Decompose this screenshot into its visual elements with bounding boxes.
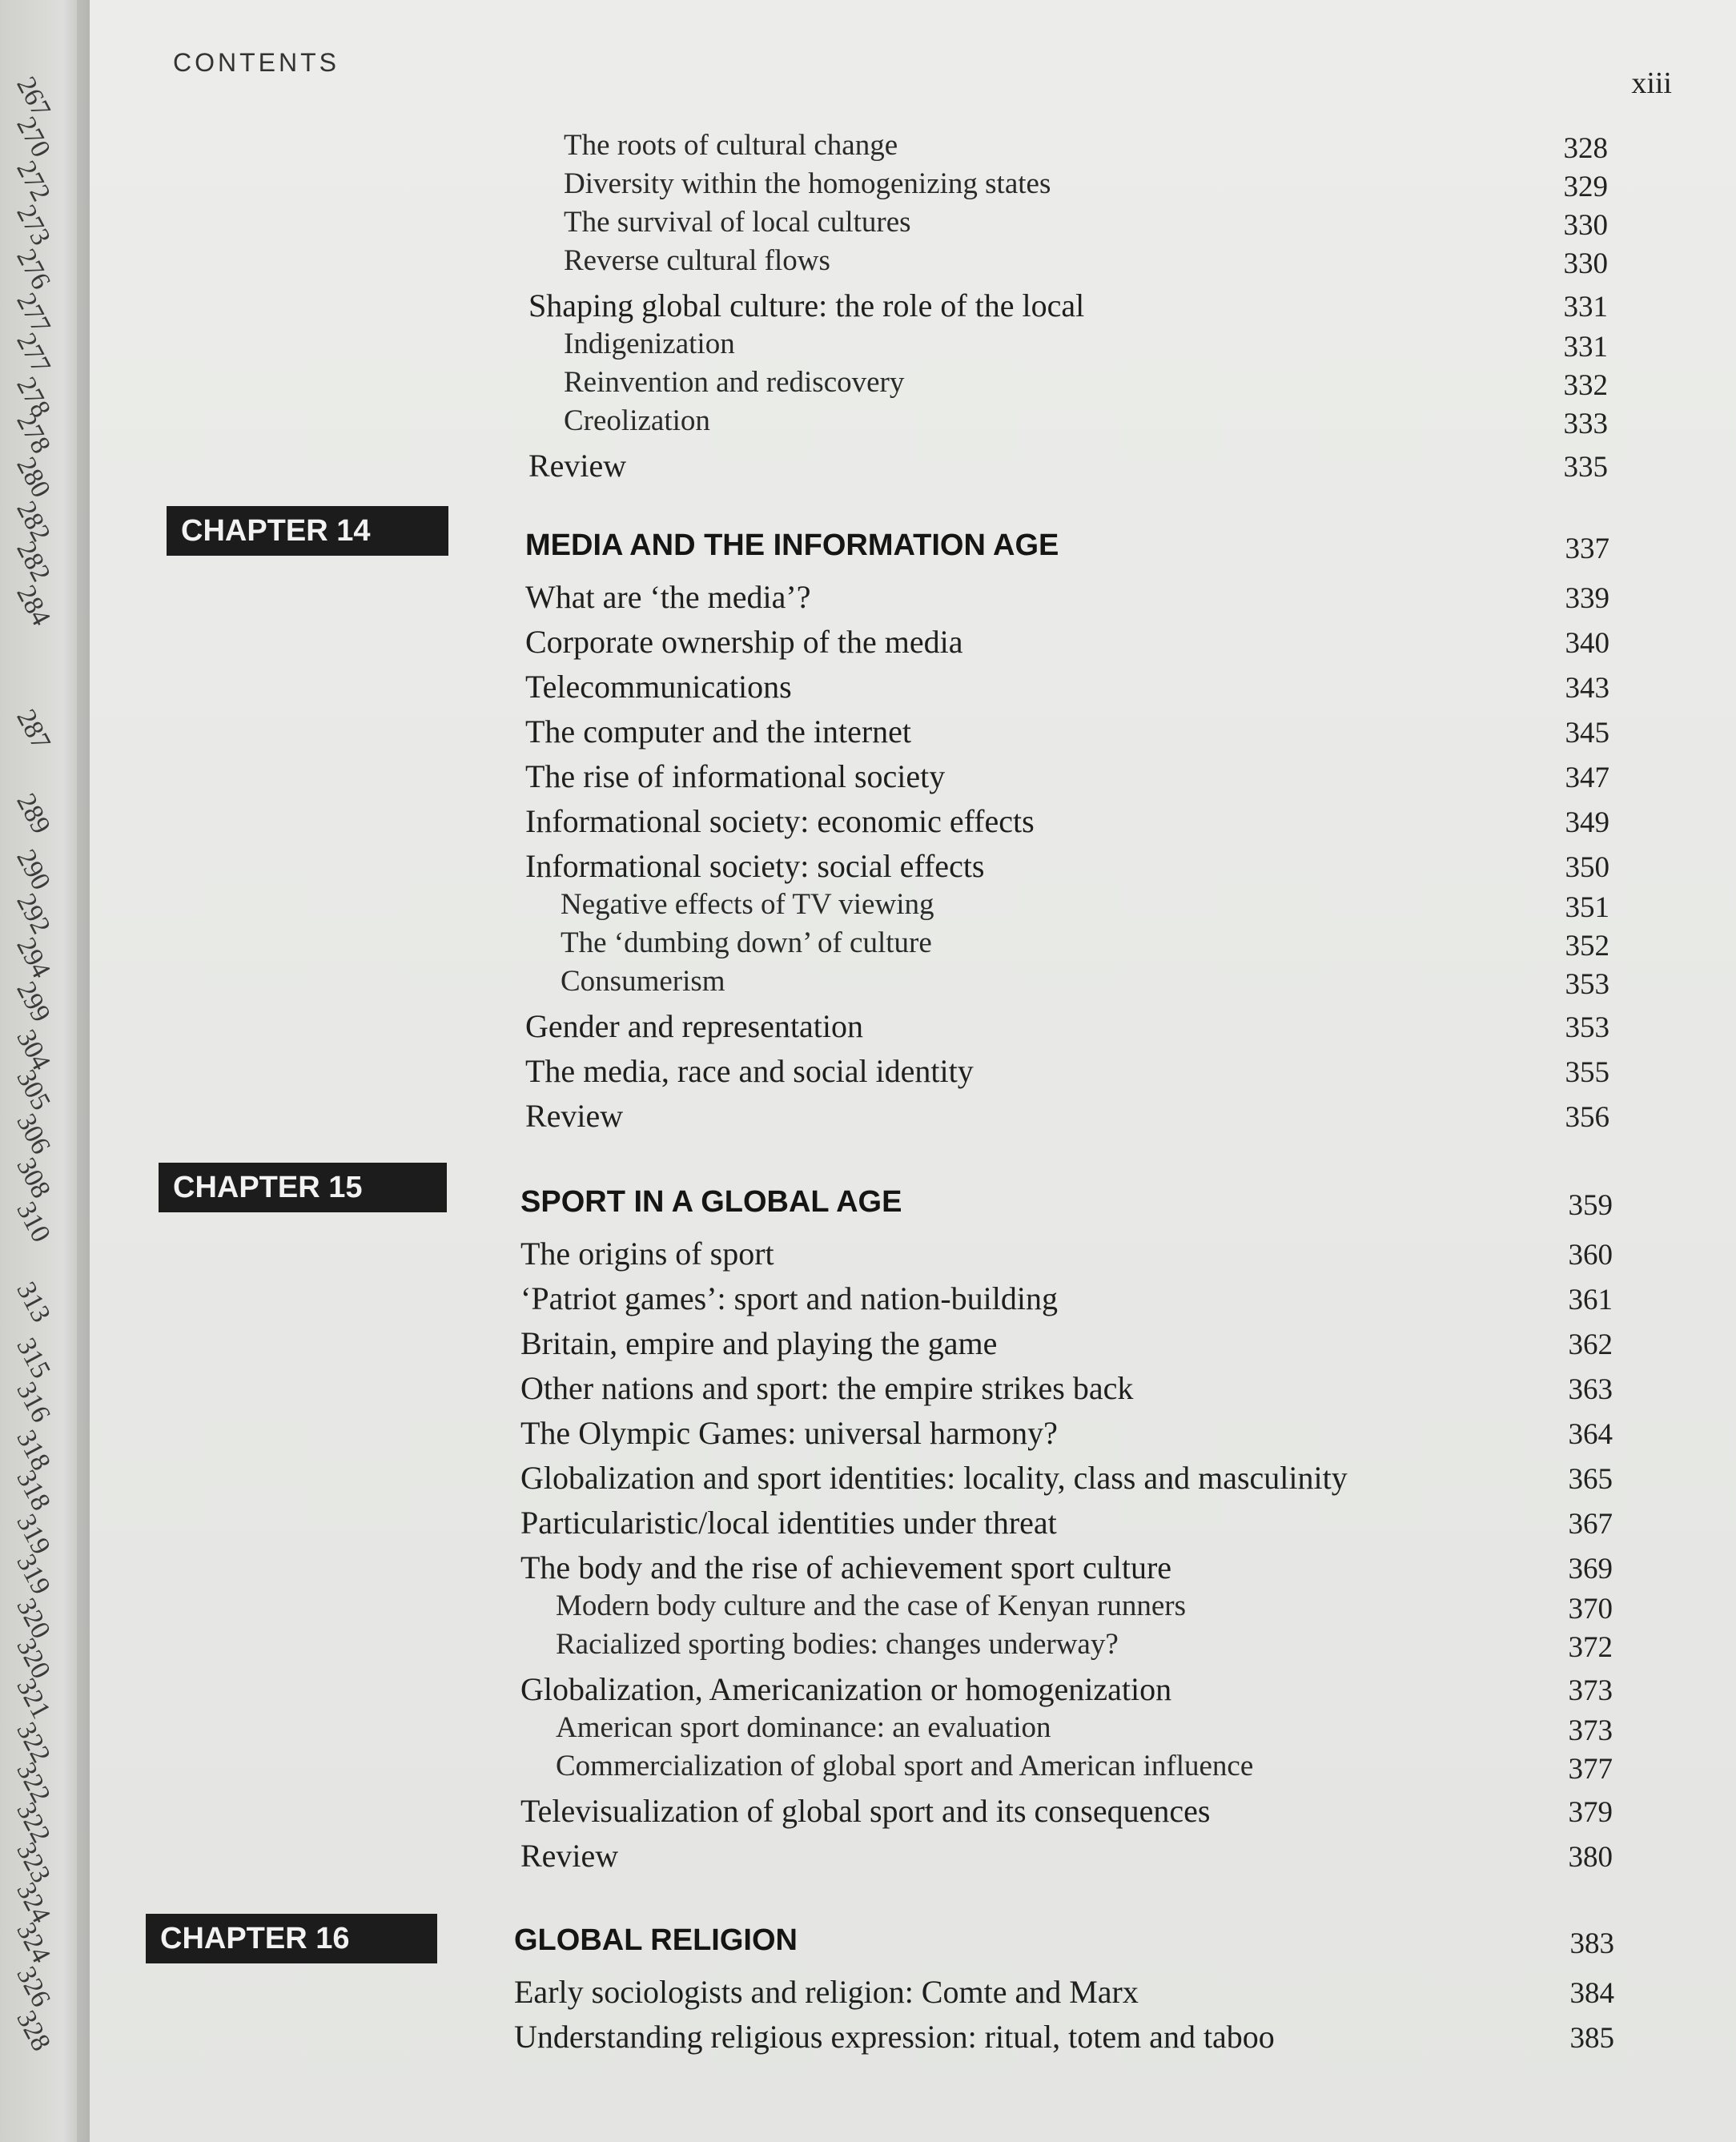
facing-page-number: 318: [10, 1425, 56, 1476]
facing-page-number: 282: [10, 496, 56, 547]
entry-title: Modern body culture and the case of Kenyan runners: [556, 1589, 1187, 1622]
entry-page-number: 385: [1569, 2022, 1614, 2055]
entry-title: Indigenization: [564, 328, 735, 360]
entry-title: Reverse cultural flows: [564, 244, 830, 277]
facing-page-number: 324: [10, 1878, 56, 1928]
entry-page-number: 350: [1565, 851, 1609, 884]
entry-page-number: 353: [1565, 968, 1609, 1001]
entry-title: Early sociologists and religion: Comte and Marx: [514, 1974, 1139, 2010]
facing-page-number: 318: [10, 1465, 56, 1516]
facing-page-number: 316: [10, 1377, 56, 1428]
entry-page-number: 373: [1568, 1714, 1613, 1747]
facing-page-number: 324: [10, 1918, 56, 1968]
chapter-title: MEDIA AND THE INFORMATION AGE: [525, 528, 1059, 562]
entry-page-number: 379: [1568, 1796, 1613, 1829]
facing-page-number: 319: [10, 1549, 56, 1600]
entry-title: Understanding religious expression: ritual, totem and taboo: [514, 2019, 1275, 2055]
facing-page-number: 284: [10, 581, 56, 631]
entry-page-number: 331: [1563, 331, 1608, 364]
entry-title: Consumerism: [561, 965, 725, 998]
chapter-badge: CHAPTER 14: [167, 506, 448, 556]
entry-title: Informational society: social effects: [525, 848, 985, 884]
entry-title: Informational society: economic effects: [525, 803, 1035, 839]
entry-page-number: 339: [1565, 582, 1609, 615]
entry-page-number: 331: [1563, 291, 1608, 324]
facing-page-number: 299: [10, 977, 56, 1027]
entry-title: Creolization: [564, 404, 710, 437]
facing-page-number: 322: [10, 1718, 56, 1768]
facing-page-number: 326: [10, 1962, 56, 2012]
entry-title: Diversity within the homogenizing states: [564, 167, 1051, 200]
facing-page-number: 322: [10, 1798, 56, 1848]
entry-page-number: 332: [1563, 369, 1608, 402]
entry-page-number: 335: [1563, 451, 1608, 484]
entry-page-number: 349: [1565, 806, 1609, 839]
facing-page-number: 277: [10, 288, 56, 339]
page-number: xiii: [1631, 66, 1672, 100]
facing-page-number: 322: [10, 1758, 56, 1808]
facing-page-number: 323: [10, 1838, 56, 1888]
facing-page-number: 306: [10, 1109, 56, 1159]
facing-page-number: 273: [10, 200, 56, 251]
entry-title: Review: [520, 1838, 619, 1874]
entry-page-number: 329: [1563, 171, 1608, 203]
facing-page-number: 290: [10, 845, 56, 895]
entry-title: Review: [528, 448, 627, 484]
running-head: CONTENTS: [173, 48, 340, 77]
entry-page-number: 380: [1568, 1841, 1613, 1874]
entry-page-number: 372: [1568, 1631, 1613, 1664]
facing-page-number: 310: [10, 1197, 56, 1248]
entry-title: The media, race and social identity: [525, 1053, 974, 1089]
facing-page-number: 267: [10, 72, 56, 123]
facing-page-number: 320: [10, 1593, 56, 1644]
facing-page-number: 289: [10, 789, 56, 839]
entry-title: The body and the rise of achievement sport culture: [520, 1549, 1172, 1585]
entry-title: Gender and representation: [525, 1008, 864, 1044]
facing-page-number: 280: [10, 452, 56, 503]
entry-page-number: 373: [1568, 1674, 1613, 1707]
facing-page-number: 315: [10, 1333, 56, 1384]
facing-page-number: 308: [10, 1153, 56, 1204]
chapter-title: SPORT IN A GLOBAL AGE: [520, 1185, 902, 1219]
entry-title: Globalization, Americanization or homogenization: [520, 1671, 1172, 1707]
entry-page-number: 364: [1568, 1418, 1613, 1451]
entry-title: The roots of cultural change: [564, 129, 898, 162]
entry-page-number: 353: [1565, 1011, 1609, 1044]
chapter-title: GLOBAL RELIGION: [514, 1923, 798, 1957]
facing-page-number: 270: [10, 112, 56, 163]
entry-title: Britain, empire and playing the game: [520, 1325, 998, 1361]
entry-title: Reinvention and rediscovery: [564, 366, 905, 399]
facing-page-number: 321: [10, 1674, 56, 1724]
facing-page-number: 278: [10, 408, 56, 459]
contents-page: [90, 0, 1736, 2142]
entry-page-number: 337: [1565, 532, 1609, 565]
facing-page-number: 328: [10, 2006, 56, 2056]
chapter-badge: CHAPTER 16: [146, 1914, 437, 1963]
entry-page-number: 330: [1563, 209, 1608, 242]
entry-title: American sport dominance: an evaluation: [556, 1711, 1051, 1744]
facing-page-number: 277: [10, 328, 56, 379]
entry-page-number: 361: [1568, 1284, 1613, 1316]
entry-page-number: 384: [1569, 1977, 1614, 2010]
entry-title: The survival of local cultures: [564, 206, 911, 239]
entry-page-number: 328: [1563, 132, 1608, 165]
chapter-badge: CHAPTER 15: [159, 1163, 447, 1212]
entry-page-number: 365: [1568, 1463, 1613, 1496]
entry-page-number: 356: [1565, 1101, 1609, 1134]
facing-page-number: 294: [10, 933, 56, 983]
entry-title: The origins of sport: [520, 1236, 774, 1272]
entry-page-number: 333: [1563, 408, 1608, 440]
facing-page-number: 313: [10, 1277, 56, 1328]
entry-title: Other nations and sport: the empire strikes back: [520, 1370, 1134, 1406]
facing-page-number: 319: [10, 1509, 56, 1560]
entry-title: The Olympic Games: universal harmony?: [520, 1415, 1058, 1451]
entry-title: Review: [525, 1098, 624, 1134]
entry-page-number: 377: [1568, 1753, 1613, 1786]
entry-title: Racialized sporting bodies: changes underway?: [556, 1628, 1119, 1661]
facing-page-number: 320: [10, 1634, 56, 1684]
entry-title: ‘Patriot games’: sport and nation-building: [520, 1280, 1058, 1316]
entry-page-number: 343: [1565, 672, 1609, 705]
entry-page-number: 369: [1568, 1553, 1613, 1585]
entry-page-number: 360: [1568, 1239, 1613, 1272]
entry-page-number: 362: [1568, 1328, 1613, 1361]
entry-page-number: 359: [1568, 1189, 1613, 1222]
facing-page-number: 292: [10, 889, 56, 939]
entry-title: Negative effects of TV viewing: [561, 888, 934, 921]
entry-title: The computer and the internet: [525, 713, 912, 749]
entry-title: Particularistic/local identities under threat: [520, 1505, 1057, 1541]
entry-page-number: 383: [1569, 1927, 1614, 1960]
entry-title: The ‘dumbing down’ of culture: [561, 926, 932, 959]
facing-page-number: 276: [10, 244, 56, 295]
entry-page-number: 355: [1565, 1056, 1609, 1089]
facing-page-number: 305: [10, 1065, 56, 1115]
entry-title: What are ‘the media’?: [525, 579, 811, 615]
entry-page-number: 352: [1565, 930, 1609, 962]
entry-page-number: 345: [1565, 717, 1609, 749]
facing-page-number: 278: [10, 372, 56, 423]
entry-title: The rise of informational society: [525, 758, 946, 794]
entry-page-number: 370: [1568, 1593, 1613, 1626]
entry-page-number: 340: [1565, 627, 1609, 660]
facing-page-number: 287: [10, 705, 56, 755]
entry-title: Televisualization of global sport and its consequences: [520, 1793, 1211, 1829]
entry-page-number: 347: [1565, 762, 1609, 794]
entry-title: Shaping global culture: the role of the local: [528, 287, 1085, 324]
entry-page-number: 363: [1568, 1373, 1613, 1406]
facing-page-number: 282: [10, 537, 56, 587]
entry-title: Globalization and sport identities: locality, class and masculinity: [520, 1460, 1348, 1496]
entry-page-number: 351: [1565, 891, 1609, 924]
entry-title: Telecommunications: [525, 669, 792, 705]
entry-title: Corporate ownership of the media: [525, 624, 963, 660]
entry-page-number: 367: [1568, 1508, 1613, 1541]
facing-page-number: 272: [10, 156, 56, 207]
facing-page-number: 304: [10, 1025, 56, 1075]
entry-title: Commercialization of global sport and American influence: [556, 1750, 1254, 1782]
entry-page-number: 330: [1563, 247, 1608, 280]
